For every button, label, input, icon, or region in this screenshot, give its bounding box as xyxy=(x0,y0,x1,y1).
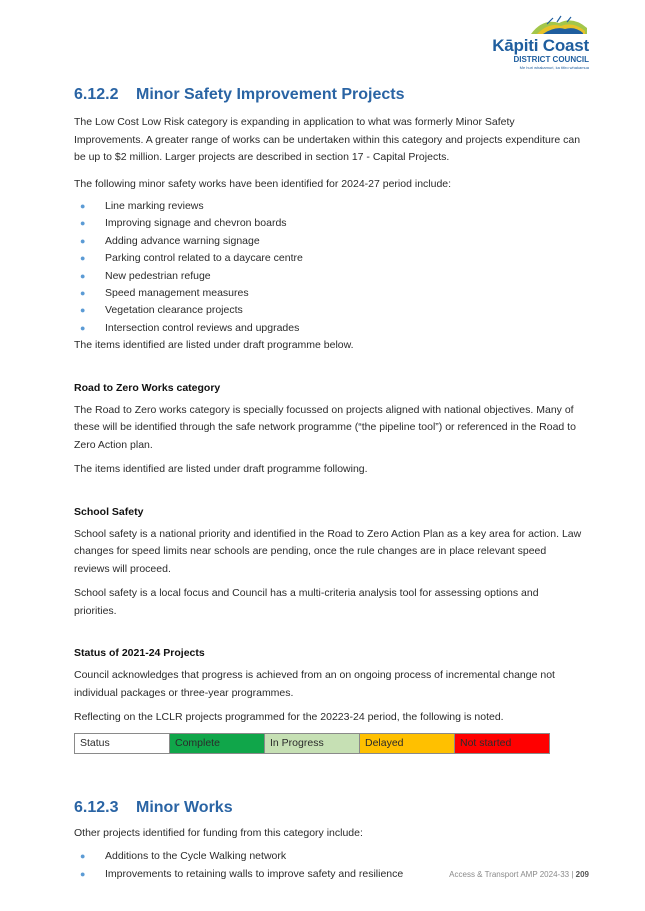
paragraph: The Road to Zero works category is specially focussed on projects aligned with national objectives. Many of these will be identified through the safe network programme (“the pipeline tool”) or referenced in the Road to Zero Action plan. xyxy=(74,403,576,451)
paragraph: The Low Cost Low Risk category is expanding in application to what was formerly Minor Safety Improvements. A greater range of works can be undertaken within this category and projects expenditure can be up to $2 million. Larger projects are described in section 17 - Capital Projects. xyxy=(74,116,581,163)
page-number: 209 xyxy=(575,870,589,879)
paragraph: The following minor safety works have been identified for 2024-27 period include: xyxy=(74,177,452,190)
status-legend-table xyxy=(74,733,550,754)
section-heading-minor-works xyxy=(74,799,584,817)
subheading-school-safety: School Safety xyxy=(74,505,144,518)
paragraph: School safety is a local focus and Council has a multi-criteria analysis tool for assessing options and priorities. xyxy=(74,587,539,617)
bullet-icon: ● xyxy=(80,868,86,879)
bullet-icon: ● xyxy=(80,322,86,333)
bullet-icon: ● xyxy=(80,235,86,246)
section-number: 6.12.2 xyxy=(74,86,119,103)
footer-separator: | xyxy=(571,870,574,879)
paragraph: The items identified are listed under draft programme below. xyxy=(74,339,354,352)
minor-safety-works-list xyxy=(74,198,584,337)
list-item: ● Line marking reviews xyxy=(74,198,584,215)
bullet-icon: ● xyxy=(80,851,86,862)
bullet-icon: ● xyxy=(80,253,86,264)
paragraph: The items identified are listed under draft programme following. xyxy=(74,463,368,476)
list-item: ● Intersection control reviews and upgrades xyxy=(74,320,584,337)
list-item: ● Adding advance warning signage xyxy=(74,233,584,250)
list-item: ● New pedestrian refuge xyxy=(74,268,584,285)
legend-cell-delayed: Delayed xyxy=(360,733,455,753)
council-logo xyxy=(477,14,589,74)
legend-cell-status: Status xyxy=(75,733,170,753)
footer-document-title: Access & Transport AMP 2024-33 xyxy=(449,870,570,879)
table-row xyxy=(75,733,550,753)
section-heading-minor-safety xyxy=(74,86,584,104)
logo-tagline: Me huri whakamuri, ka titiro whakamua xyxy=(519,65,589,70)
legend-cell-complete: Complete xyxy=(170,733,265,753)
subheading-status-projects: Status of 2021-24 Projects xyxy=(74,647,205,660)
section-number: 6.12.3 xyxy=(74,798,119,816)
list-item: ● Improvements to retaining walls to improve safety and resilience xyxy=(74,866,584,883)
paragraph: Council acknowledges that progress is achieved from an on ongoing process of incremental change not individual packages or three-year programmes. xyxy=(74,669,555,699)
list-item: ● Additions to the Cycle Walking network xyxy=(74,848,584,865)
logo-name: Kāpiti Coast xyxy=(492,36,589,55)
logo-subtitle: DISTRICT COUNCIL xyxy=(513,55,589,64)
list-item: ● Parking control related to a daycare centre xyxy=(74,250,584,267)
paragraph: Other projects identified for funding from this category include: xyxy=(74,826,363,839)
page-footer xyxy=(449,870,589,879)
bullet-icon: ● xyxy=(80,201,86,211)
list-item: ● Vegetation clearance projects xyxy=(74,302,584,319)
bullet-icon: ● xyxy=(80,218,86,229)
list-item: ● Improving signage and chevron boards xyxy=(74,215,584,232)
bullet-icon: ● xyxy=(80,270,86,281)
subheading-road-to-zero: Road to Zero Works category xyxy=(74,381,221,394)
page-content xyxy=(74,86,584,883)
paragraph: School safety is a national priority and identified in the Road to Zero Action Plan as a key area for action. Law changes for speed limits near schools are pending, once the rule changes are in place relevant speed reviews will proceed. xyxy=(74,527,582,575)
section-title: Minor Works xyxy=(136,798,233,816)
bullet-icon: ● xyxy=(80,288,86,299)
hills-sun-logo-icon xyxy=(529,14,589,36)
section-title: Minor Safety Improvement Projects xyxy=(136,86,405,103)
list-item: ● Speed management measures xyxy=(74,285,584,302)
bullet-icon: ● xyxy=(80,305,86,316)
legend-cell-in-progress: In Progress xyxy=(265,733,360,753)
legend-cell-not-started: Not started xyxy=(455,733,550,753)
paragraph: Reflecting on the LCLR projects programmed for the 20223-24 period, the following is noted. xyxy=(74,711,504,724)
